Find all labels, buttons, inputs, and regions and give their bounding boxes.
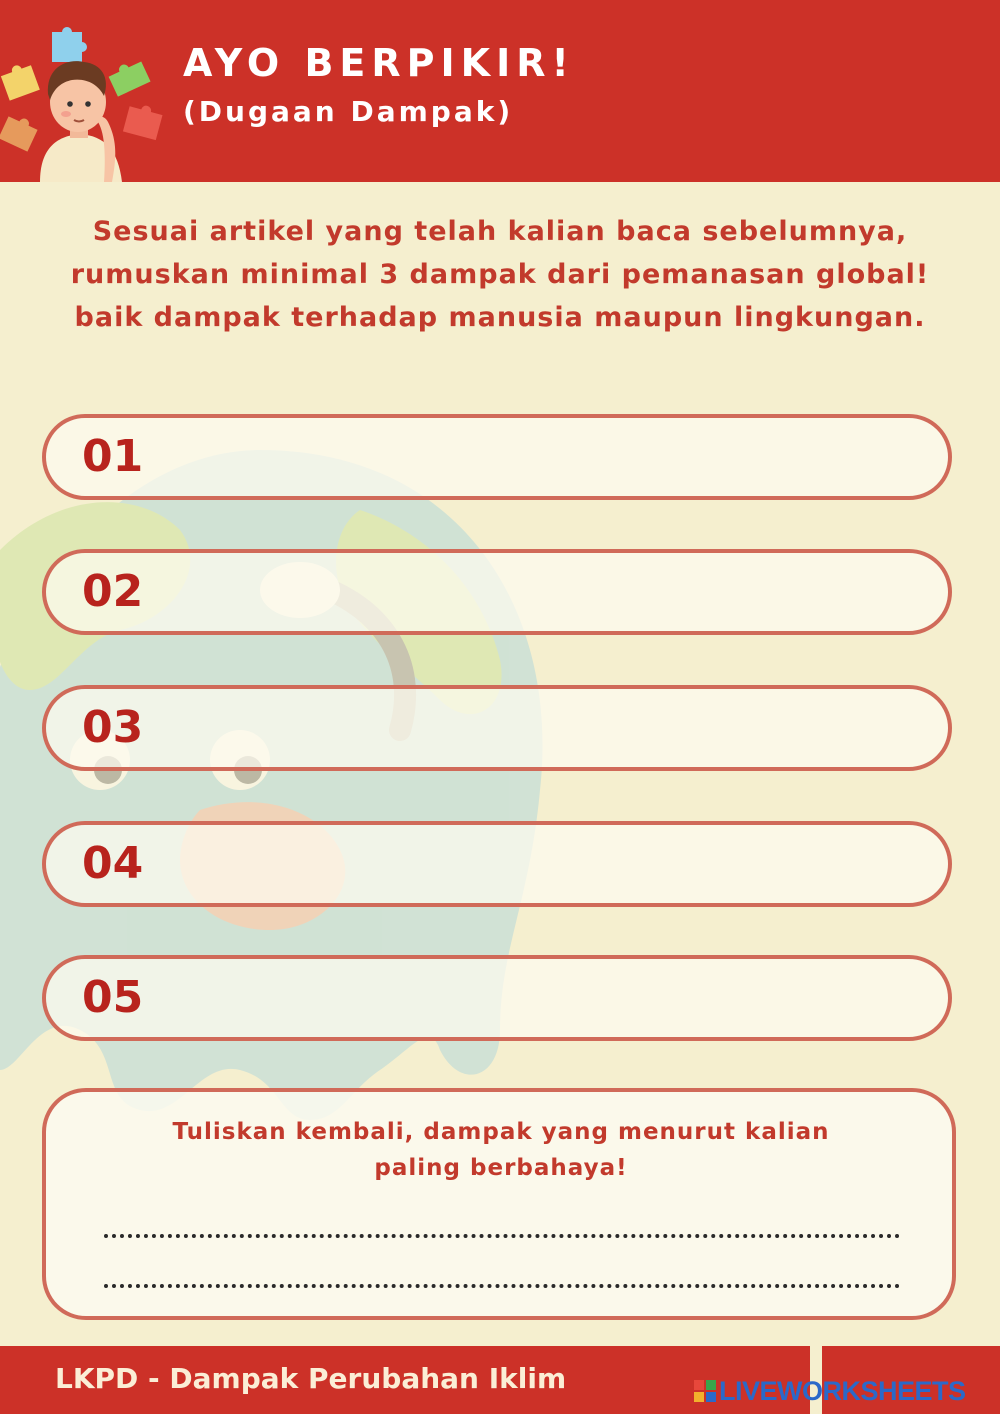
- reflection-answer-line-2[interactable]: [104, 1284, 900, 1288]
- thinking-boy-icon: [0, 10, 170, 182]
- reflection-answer-line-1[interactable]: [104, 1234, 900, 1238]
- page-title: AYO BERPIKIR!: [183, 41, 575, 85]
- reflection-box: [42, 1088, 956, 1320]
- answer-field-1[interactable]: [42, 414, 952, 500]
- header-banner: [0, 0, 1000, 182]
- liveworksheets-logo-icon: [694, 1380, 716, 1402]
- answer-number: 01: [82, 431, 144, 482]
- answer-number: 04: [82, 838, 144, 889]
- instruction-text: Sesuai artikel yang telah kalian baca sebelumnya, rumuskan minimal 3 dampak dari pemanasan global! baik dampak terhadap manusia maupun lingkungan.: [70, 216, 930, 333]
- brand-name: LIVEWORKSHEETS: [719, 1376, 966, 1406]
- answer-number: 03: [82, 702, 144, 753]
- answer-field-2[interactable]: [42, 549, 952, 635]
- answer-field-5[interactable]: [42, 955, 952, 1041]
- answer-number: 05: [82, 972, 144, 1023]
- page-subtitle: (Dugaan Dampak): [183, 95, 514, 128]
- answer-number: 02: [82, 566, 144, 617]
- reflection-prompt: Tuliskan kembali, dampak yang menurut kalian paling berbahaya!: [172, 1119, 830, 1181]
- liveworksheets-brand[interactable]: [694, 1376, 966, 1406]
- answer-field-3[interactable]: [42, 685, 952, 771]
- answer-field-4[interactable]: [42, 821, 952, 907]
- footer-title: LKPD - Dampak Perubahan Iklim: [55, 1362, 567, 1395]
